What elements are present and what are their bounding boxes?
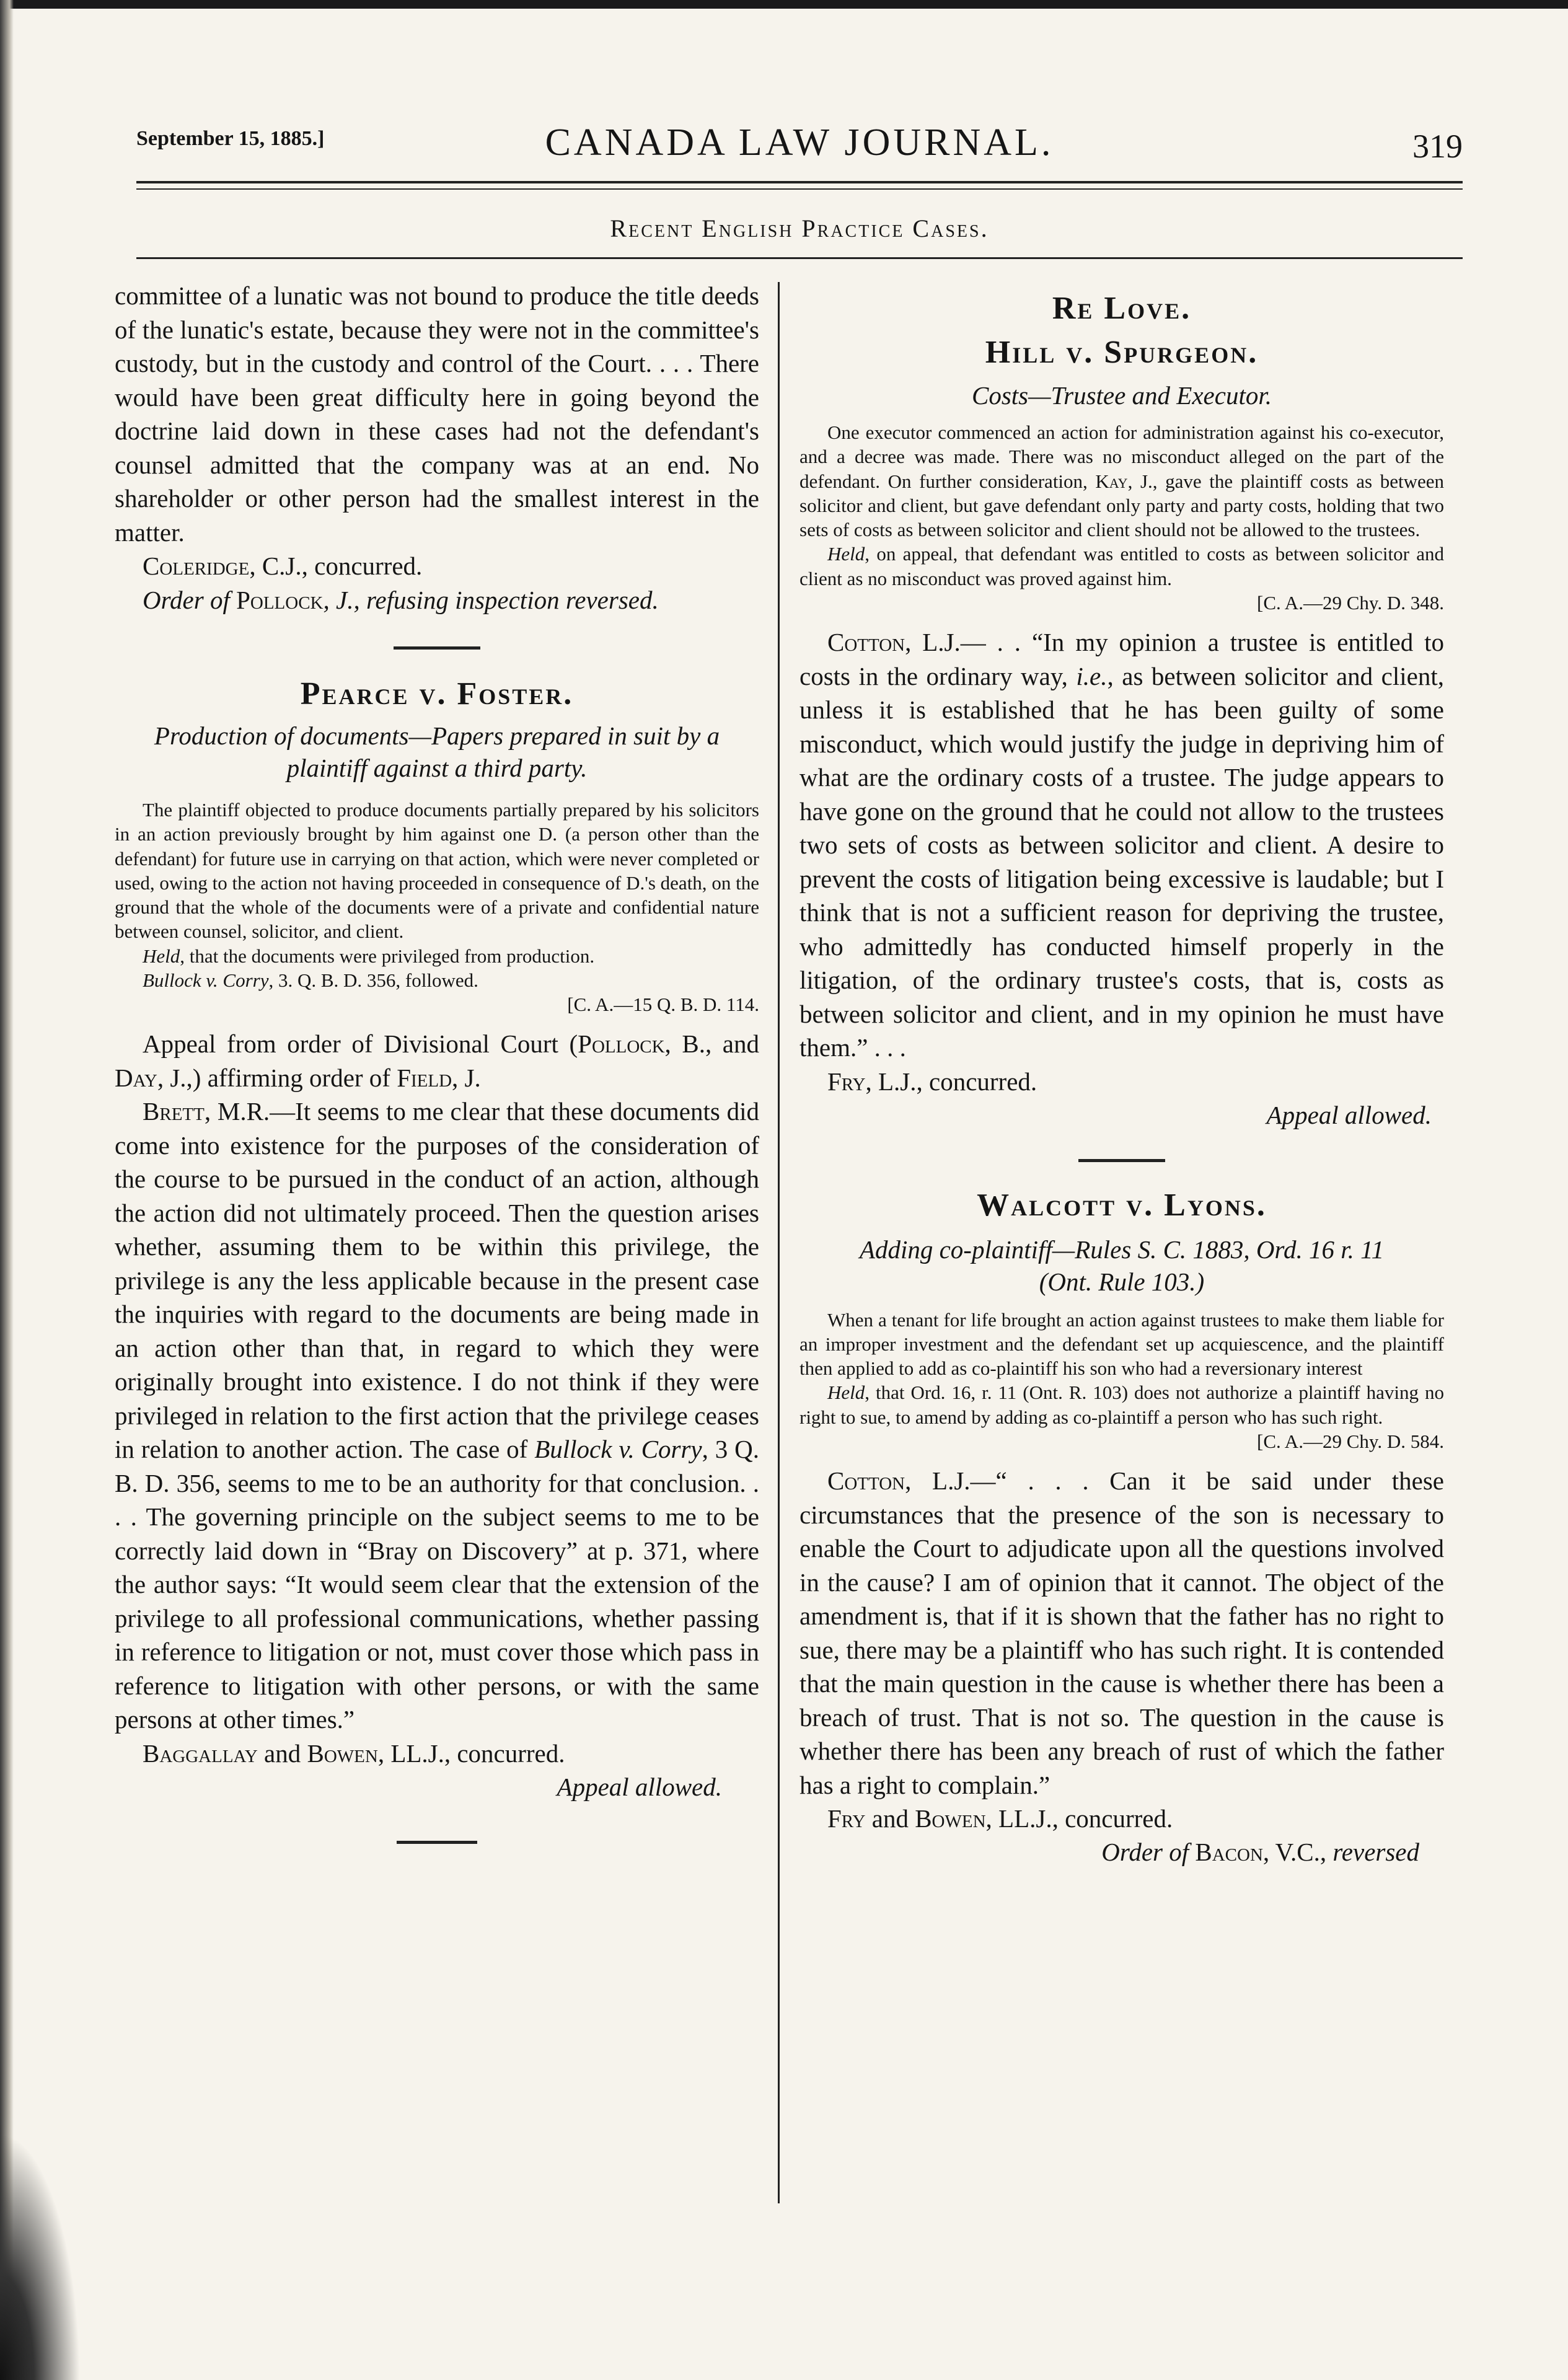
section-rule	[136, 257, 1463, 259]
case-subtitle: Production of documents—Papers prepared in suit by a plaintiff against a third party.	[154, 721, 720, 782]
held-line: Held, on appeal, that defendant was entitled to costs as between solicitor and client as no misconduct was proved against him.	[799, 543, 1444, 589]
concurrence-line: Fry, L.J., concurred.	[827, 1067, 1037, 1096]
column-divider	[778, 282, 780, 2203]
judge-name: Cotton	[827, 1466, 905, 1496]
left-column	[115, 279, 759, 1844]
page-number: 319	[1412, 128, 1463, 165]
running-header	[136, 121, 1463, 177]
headnote: When a tenant for life brought an action against trustees to make them liable for an improper investment and the defendant set up acquiescence, and the plaintiff then applied to add as co-plaintiff his son who had a reversionary interest	[799, 1308, 1444, 1380]
judge-name: Coleridge	[143, 552, 250, 580]
held-line: Held, that the documents were privileged from production.	[143, 945, 595, 967]
case-title: Pearce v. Foster.	[300, 676, 574, 712]
judge-name: Cotton	[827, 628, 905, 657]
judge-name: Pollock	[236, 585, 324, 614]
page-top-edge	[0, 0, 1568, 9]
case-title: Re Love.	[1052, 291, 1192, 326]
case-title: Walcott v. Lyons.	[977, 1187, 1267, 1223]
concurrence-line: Coleridge, C.J., concurred.	[143, 552, 423, 580]
case-result: Appeal allowed.	[557, 1772, 722, 1801]
case-result: Appeal allowed.	[1266, 1100, 1432, 1129]
judgment-paragraph: Cotton, L.J.—“ . . . Can it be said under these circumstances that the presence of the son is necessary to enable the Court to adjudicate upon all the questions involved in the cause? I am of opinion that it cannot. The object of the amendment is, that if it is shown that the father has no right to sue, there may be a plaintiff who has such right. It is contended that the main question in the cause is whether there has been a breach of trust. That is not so. The question in the cause is whether there has been any breach of rust of which the father has a right to complain.”	[799, 1466, 1444, 1799]
right-column	[799, 279, 1444, 1869]
headnote: The plaintiff objected to produce documents partially prepared by his solicitors in an action previously brought by him against one D. (a person other than the defendant) for future use in carrying on that action, which were never completed or used, owing to the action not having proceeded in consequence of D.'s death, on the ground that the whole of the documents were of a private and confidential nature between counsel, solicitor, and client.	[115, 799, 759, 943]
binding-shadow	[0, 2132, 81, 2380]
section-heading: Recent English Practice Cases.	[610, 214, 989, 242]
followed-line: Bullock v. Corry, 3. Q. B. D. 356, followed.	[143, 969, 478, 992]
concurrence-line: Fry and Bowen, LL.J., concurred.	[827, 1804, 1173, 1833]
appeal-paragraph: Appeal from order of Divisional Court (Pollock, B., and Day, J.,) affirming order of Field, J.	[115, 1029, 760, 1092]
case-title-parties: Hill v. Spurgeon.	[985, 335, 1259, 370]
case-subtitle: Adding co-plaintiff—Rules S. C. 1883, Ord. 16 r. 11	[859, 1235, 1385, 1264]
judge-name: Brett	[143, 1097, 205, 1126]
concurrence-line: Baggallay and Bowen, LL.J., concurred.	[143, 1739, 565, 1768]
header-rule-thick	[136, 181, 1463, 183]
case-subtitle-rule: (Ont. Rule 103.)	[1039, 1267, 1205, 1296]
order-line: Order of Pollock, J., refusing inspection reversed.	[143, 585, 659, 614]
judgment-paragraph: Cotton, L.J.— . . “In my opinion a trustee is entitled to costs in the ordinary way, i.e., as between solicitor and client, unless it is established that he has been guilty of some misconduct, which would justify the judge in depriving him of what are the ordinary costs of a trustee. The judge appears to have gone on the ground that he could not allow to the trustees two sets of costs as between solicitor and client. A desire to prevent the costs of litigation being excessive is laudable; but I think that is not a sufficient reason for depriving the trustee, who admittedly has conducted himself properly in the litigation, of the ordinary trustee's costs, that is, costs as between solicitor and client, and in my opinion he must have them.” . . .	[799, 628, 1444, 1062]
headnote: One executor commenced an action for administration against his co-executor, and a decree was made. There was no misconduct alleged on the part of the defendant. On further consideration, Kay, J., gave the plaintiff costs as between solicitor and client, but gave defendant only party and party costs, holding that two sets of costs as between solicitor and client should not be allowed to the trustees.	[799, 421, 1444, 541]
case-citation: [C. A.—29 Chy. D. 584.	[1257, 1430, 1444, 1453]
case-subtitle: Costs—Trustee and Executor.	[971, 381, 1272, 410]
judgment-paragraph: Brett, M.R.—It seems to me clear that these documents did come into existence for the purposes of the consideration of the course to be pursued in the conduct of an action, although the action did not ultimately proceed. Then the question arises whether, assuming them to be within this privilege, the privilege is any the less applicable because in the present case the inquiries with regard to the documents are being made in an action other than that, in regard to which they were originally brought into existence. I do not think if they were privileged in relation to the first action that the privilege ceases in relation to another action. The case of Bullock v. Corry, 3 Q. B. D. 356, seems to me to be an authority for that conclusion. . . . The governing principle on the subject seems to me to be correctly laid down in “Bray on Discovery” at p. 371, where the author says: “It would seem clear that the extension of the privilege to all professional communications, whether passing in reference to litigation or not, must cover those which pass in reference to litigation with other persons, or with the same persons at other times.”	[115, 1097, 760, 1734]
held-line: Held, that Ord. 16, r. 11 (Ont. R. 103) does not authorize a plaintiff having no right to sue, to amend by adding as co-plaintiff a person who has such right.	[799, 1382, 1444, 1428]
header-date: September 15, 1885.]	[136, 127, 325, 150]
end-separator	[397, 1841, 477, 1844]
journal-title: CANADA LAW JOURNAL.	[545, 121, 1054, 164]
page-left-edge-shadow	[0, 0, 14, 2380]
header-rule-thin	[136, 188, 1463, 190]
order-line: Order of Bacon, V.C., reversed	[1101, 1838, 1419, 1867]
case-citation: [C. A.—15 Q. B. D. 114.	[567, 994, 759, 1016]
continuation-paragraph: committee of a lunatic was not bound to produce the title deeds of the lunatic's estate, because they were not in the committee's custody, but in the custody and control of the Court. . . . There would have been great difficulty here in going beyond the doctrine laid down in these cases had not the defendant's counsel admitted that the company was at an end. No shareholder or other person had the smallest interest in the matter.	[115, 281, 759, 547]
case-citation: [C. A.—29 Chy. D. 348.	[1257, 592, 1444, 614]
